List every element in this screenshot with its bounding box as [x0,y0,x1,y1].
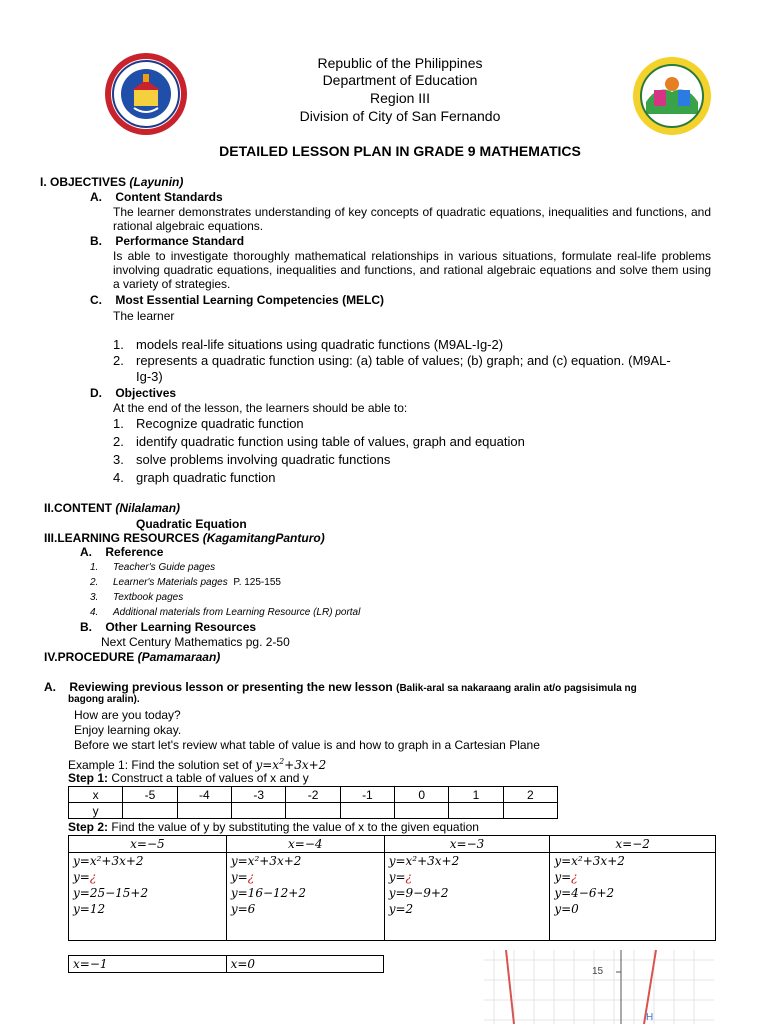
objectives-heading-text: I. OBJECTIVES [40,175,127,189]
reference-item-4: 4. Additional materials from Learning Resource (LR) portal [90,607,361,618]
reference-item-1: 1. Teacher's Guide pages [90,562,216,573]
document-title: DETAILED LESSON PLAN IN GRADE 9 MATHEMATICS [219,143,581,159]
encourage-line: Enjoy learning okay. [74,723,182,737]
partial-graph [484,950,714,1024]
other-resources-text: Next Century Mathematics pg. 2-50 [101,635,290,649]
school-seal-logo [104,52,188,136]
example-equation: $y=x^2+3x+2$ [255,757,327,772]
header-republic: Republic of the Philippines [317,55,483,71]
content-standards-text: The learner demonstrates understanding of key concepts of quadratic equations, inequalities and functions, and rational algebraic equations. [113,205,711,233]
melc-item-2: 2. represents a quadratic function using: (a) table of values; (b) graph; and (c) equation. (M9AL- [113,353,671,368]
table-row-y: y [69,803,558,819]
melc-item-1: 1. models real-life situations using quadratic functions (M9AL-Ig-2) [113,337,504,352]
performance-standard-text: Is able to investigate thoroughly mathematical relationships in various situations, formulate real-life problems involving quadratic equations, inequalities and functions, and rational algebraic equations and solve them using a variety of strategies. [113,249,711,291]
substitution-table [68,835,716,941]
objectives-heading [40,175,183,189]
reference-item-2: 2. Learner's Materials pages P. 125-155 [90,577,281,588]
melc-label: C. Most Essential Learning Competencies (MELC) [90,293,385,307]
substitution-work-row [69,853,716,941]
table-of-values [68,786,558,819]
substitution-table-2 [68,955,384,973]
table-row-x: x -5 -4 -3 -2 -1 0 1 2 [69,787,558,803]
objective-item-1: 1. Recognize quadratic function [113,416,304,431]
melc-intro: The learner [113,309,175,323]
objectives-d-intro: At the end of the lesson, the learners should be able to: [113,401,408,415]
work-cell: y=x²+3x+2 y=¿ y=16−12+2 y=6 [226,853,384,941]
resources-heading: III.LEARNING RESOURCES (KagamitangPanturo) [44,531,325,545]
objectives-heading-translation: (Layunin) [129,175,184,189]
parabola-left-branch [506,950,514,1024]
reference-label: A. Reference [80,545,164,559]
header-region: Region III [370,90,430,106]
content-topic: Quadratic Equation [136,517,247,531]
work-cell: y=x²+3x+2 y=¿ y=4−6+2 y=0 [550,853,716,941]
deped-division-logo [632,56,712,136]
objective-item-3: 3. solve problems involving quadratic functions [113,452,391,467]
procedure-heading: IV.PROCEDURE (Pamamaraan) [44,650,221,664]
performance-standard-label: B. Performance Standard [90,234,245,248]
content-standards-label: A. Content Standards [90,190,223,204]
review-intro-line: Before we start let's review what table of value is and how to graph in a Cartesian Plane [74,738,540,752]
objectives-d-label: D. Objectives [90,386,177,400]
work-cell: y=x²+3x+2 y=¿ y=25−15+2 y=12 [69,853,227,941]
substitution-header-row: x=−5 x=−4 x=−3 x=−2 [69,836,716,853]
objective-item-2: 2. identify quadratic function using table of values, graph and equation [113,434,525,449]
objective-item-4: 4. graph quadratic function [113,470,276,485]
header-department: Department of Education [322,72,478,88]
step-1: Step 1: Construct a table of values of x and y [68,771,309,785]
content-heading: II.CONTENT (Nilalaman) [44,501,181,515]
work-cell: y=x²+3x+2 y=¿ y=9−9+2 y=2 [384,853,550,941]
procedure-a-heading: A. Reviewing previous lesson or presenting the new lesson (Balik-aral sa nakaraang aralin at/o pagsisimula ng [44,680,637,694]
procedure-a-heading-continued: bagong aralin). [68,694,140,705]
graph-grid [484,950,714,1024]
reference-item-3: 3. Textbook pages [90,592,184,603]
other-resources-label: B. Other Learning Resources [80,620,257,634]
melc-item-2-continued: Ig-3) [136,369,163,384]
graph-corner-label: H [646,1012,654,1023]
example-1: Example 1: Find the solution set of $y=x^2+3x+2$ [68,757,327,772]
header-division: Division of City of San Fernando [299,108,501,124]
graph-tick-label: 15 [592,966,604,977]
step-2: Step 2: Find the value of y by substituting the value of x to the given equation [68,820,479,834]
substitution-header-row-2: x=−1 x=0 [69,956,384,973]
greeting-line: How are you today? [74,708,181,722]
